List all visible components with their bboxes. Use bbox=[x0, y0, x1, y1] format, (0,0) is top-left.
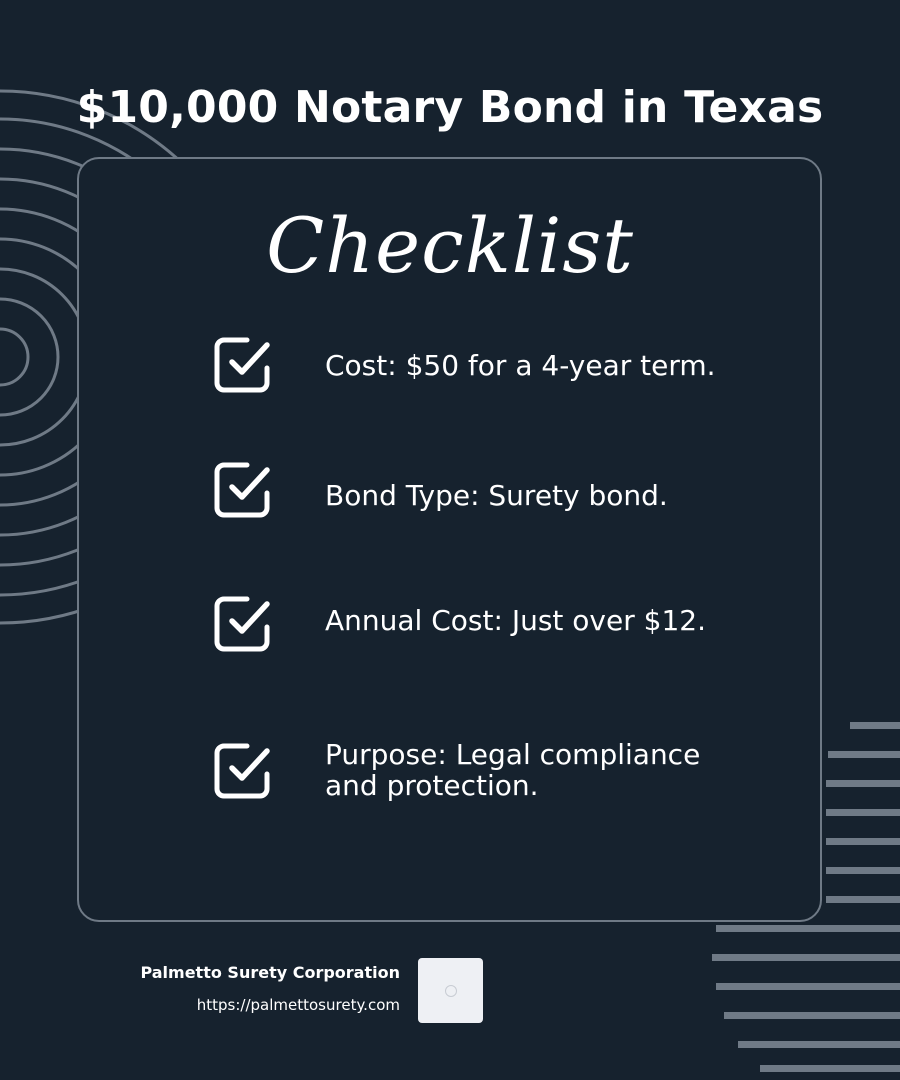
page-title: $10,000 Notary Bond in Texas bbox=[76, 82, 824, 133]
checkbox-checked-icon bbox=[213, 459, 273, 519]
checkbox-checked-icon bbox=[213, 334, 273, 394]
logo-mark bbox=[445, 985, 457, 997]
checklist-item-cost: Cost: $50 for a 4-year term. bbox=[325, 349, 716, 382]
stripe-line bbox=[826, 809, 900, 816]
palmetto-logo-icon bbox=[418, 958, 483, 1023]
stripe-line bbox=[850, 722, 900, 729]
stripe-line bbox=[826, 867, 900, 874]
stripe-line bbox=[828, 751, 900, 758]
company-url[interactable]: https://palmettosurety.com bbox=[196, 996, 400, 1014]
stripe-line bbox=[826, 838, 900, 845]
stripe-line bbox=[724, 1012, 900, 1019]
stripe-line bbox=[716, 983, 900, 990]
checklist-item-annual-cost: Annual Cost: Just over $12. bbox=[325, 604, 706, 637]
company-name: Palmetto Surety Corporation bbox=[140, 963, 400, 982]
stripe-line bbox=[826, 780, 900, 787]
stripe-line bbox=[826, 896, 900, 903]
stripe-line bbox=[738, 1041, 900, 1048]
checklist-heading: Checklist bbox=[266, 201, 634, 290]
stripe-line bbox=[716, 925, 900, 932]
checklist-item-purpose: Purpose: Legal compliance and protection. bbox=[325, 738, 701, 802]
checkbox-checked-icon bbox=[213, 740, 273, 800]
checkbox-checked-icon bbox=[213, 593, 273, 653]
stripe-line bbox=[760, 1065, 900, 1072]
checklist-item-bond-type: Bond Type: Surety bond. bbox=[325, 479, 668, 512]
stripe-line bbox=[712, 954, 900, 961]
